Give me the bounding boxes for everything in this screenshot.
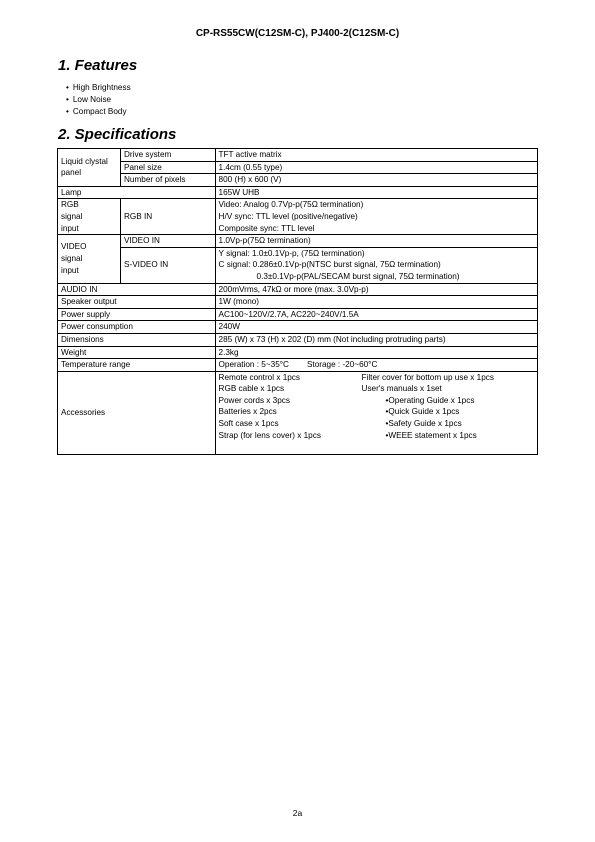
table-row [58, 161, 538, 174]
accessory-item: • Safety Guide x 1pcs [362, 418, 522, 430]
spec-sublabel-drive: Drive system [121, 149, 216, 162]
spec-label-weight: Weight [58, 346, 216, 359]
spec-value-pixels: 800 (H) x 600 (V) [215, 174, 537, 187]
spec-sublabel-pixels: Number of pixels [121, 174, 216, 187]
spec-value-speaker: 1W (mono) [215, 296, 537, 309]
spec-sublabel-rgb-in: RGB IN [121, 199, 216, 235]
spec-value-power-consumption: 240W [215, 321, 537, 334]
table-row [58, 346, 538, 359]
spec-label-speaker: Speaker output [58, 296, 216, 309]
document-header-title: CP-RS55CW(C12SM-C), PJ400-2(C12SM-C) [195, 28, 400, 39]
spec-label-lcd: Liquid clystal panel [58, 149, 121, 187]
accessory-item: Strap (for lens cover) x 1pcs [218, 430, 321, 440]
spec-label-audio-in: AUDIO IN [58, 283, 216, 296]
accessory-item: Batteries x 2pcs [218, 407, 277, 417]
spec-label-accessories: Accessories [58, 371, 216, 454]
spec-sublabel-video-in: VIDEO IN [121, 235, 216, 248]
spec-label-rgb: RGB signal input [58, 199, 121, 235]
spec-value-rgb: Video: Analog 0.7Vp-p(75Ω termination) H/V sync: TTL level (positive/negative) Composite sync: TTL level [215, 199, 537, 235]
spec-label-lamp: Lamp [58, 186, 216, 199]
spec-sublabel-svideo-in: S-VIDEO IN [121, 247, 216, 283]
feature-item: • Low Noise [66, 94, 131, 106]
features-heading: 1. Features [58, 57, 138, 74]
table-row [58, 186, 538, 199]
temperature-operation: Operation : 5~35°C [218, 360, 289, 370]
accessory-item: Filter cover for bottom up use x 1pcs [361, 372, 494, 382]
accessory-item: RGB cable x 1pcs [218, 384, 285, 394]
spec-label-video: VIDEO signal input [58, 235, 121, 283]
table-row [58, 296, 538, 309]
spec-value-lamp: 165W UHB [215, 186, 537, 199]
specifications-table [57, 148, 538, 455]
accessory-item: User's manuals x 1set [361, 384, 442, 394]
table-row [58, 333, 538, 346]
table-row [58, 149, 538, 162]
specifications-heading: 2. Specifications [58, 126, 177, 143]
spec-label-power-supply: Power supply [58, 308, 216, 321]
accessory-item: • Quick Guide x 1pcs [362, 406, 522, 418]
table-row [58, 371, 538, 454]
table-row [58, 283, 538, 296]
temperature-storage: Storage : -20~60°C [306, 360, 378, 370]
spec-label-power-consumption: Power consumption [58, 321, 216, 334]
spec-value-weight: 2.3kg [215, 346, 537, 359]
table-row [58, 199, 538, 235]
spec-value-svideo: Y signal: 1.0±0.1Vp-p, (75Ω termination) C signal: 0.286±0.1Vp-p(NTSC burst signal, 75Ω termination) 0.3±0.1Vp-p(PAL/SECAM burst signal, 75Ω termination) [215, 247, 537, 283]
spec-value-accessories [215, 371, 537, 454]
features-list [66, 82, 131, 118]
accessory-item: • Operating Guide x 1pcs [362, 395, 522, 407]
table-row [58, 321, 538, 334]
spec-value-size: 1.4cm (0.55 type) [215, 161, 537, 174]
table-row [58, 247, 538, 283]
table-row [58, 174, 538, 187]
accessory-item: • WEEE statement x 1pcs [362, 430, 522, 442]
table-row [58, 308, 538, 321]
accessory-item: Power cords x 3pcs [218, 395, 290, 405]
spec-value-video-in: 1.0Vp-p(75Ω termination) [215, 235, 537, 248]
spec-sublabel-size: Panel size [121, 161, 216, 174]
accessory-item: Remote control x 1pcs [218, 372, 300, 382]
feature-item: • Compact Body [66, 106, 131, 118]
spec-value-audio-in: 200mVrms, 47kΩ or more (max. 3.0Vp-p) [215, 283, 537, 296]
spec-value-power-supply: AC100~120V/2.7A, AC220~240V/1.5A [215, 308, 537, 321]
page-number: 2a [292, 808, 303, 818]
table-row [58, 359, 538, 372]
accessory-item: Soft case x 1pcs [218, 419, 279, 429]
spec-value-temperature [215, 359, 537, 372]
spec-value-dimensions: 285 (W) x 73 (H) x 202 (D) mm (Not including protruding parts) [215, 333, 537, 346]
feature-item: • High Brightness [66, 82, 131, 94]
table-row [58, 235, 538, 248]
spec-value-drive: TFT active matrix [215, 149, 537, 162]
spec-label-temperature: Temperature range [58, 359, 216, 372]
spec-label-dimensions: Dimensions [58, 333, 216, 346]
